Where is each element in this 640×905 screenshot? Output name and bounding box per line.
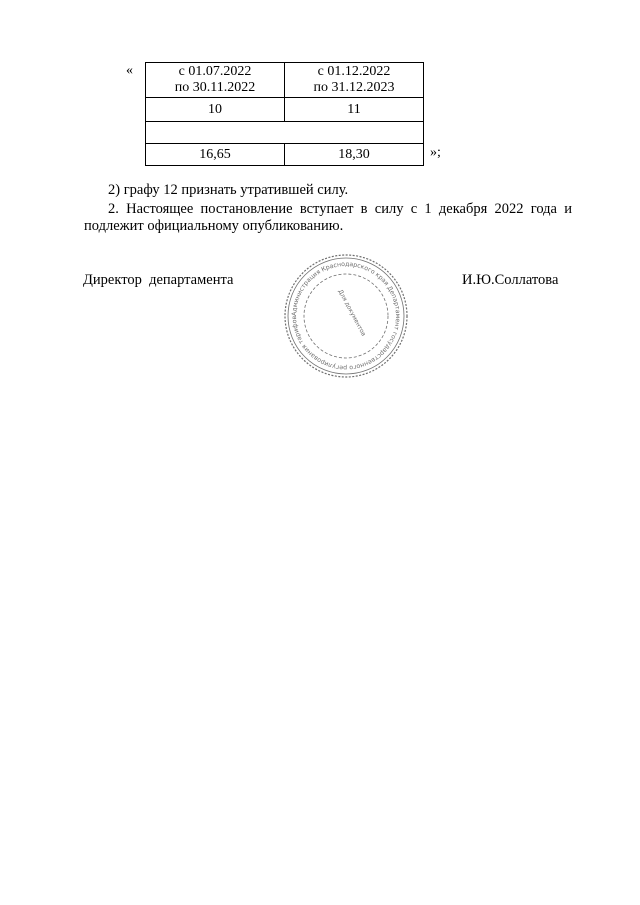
opening-quote: «: [126, 63, 133, 78]
period-cell: [146, 63, 285, 98]
table-row: [146, 144, 424, 166]
period-end: по 30.11.2022: [174, 80, 256, 95]
paragraph-item-2: [84, 182, 572, 199]
stamp-outer-text: Администрация Краснодарского края Департамент государственного регулирования тарифов: [290, 260, 402, 372]
column-number-cell: 10: [146, 98, 285, 122]
paragraph-text: 2) графу 12 признать утратившей силу.: [108, 182, 349, 198]
closing-quote: »;: [430, 145, 441, 160]
stamp-inner-text: Для документов: [336, 288, 368, 338]
tariff-value-cell: 16,65: [146, 144, 285, 166]
tariff-value-cell: 18,30: [285, 144, 424, 166]
tariff-table: [145, 62, 424, 166]
period-cell: [285, 63, 424, 98]
svg-text:Администрация Краснодарского к: [291, 261, 401, 371]
official-stamp: [283, 253, 409, 379]
table-row: [146, 63, 424, 98]
period-start: с 01.07.2022: [178, 64, 252, 79]
column-number-cell: 11: [285, 98, 424, 122]
signatory-name: И.Ю.Соллатова: [462, 272, 559, 288]
signatory-title: Директор департамента: [83, 272, 234, 288]
period-end: по 31.12.2023: [313, 80, 395, 95]
paragraph-text: 2. Настоящее постановление вступает в силу с 1 декабря 2022 года и подлежит официальному опубликованию.: [84, 201, 572, 234]
table-row: [146, 122, 424, 144]
period-start: с 01.12.2022: [317, 64, 391, 79]
paragraph-section-2: [84, 201, 572, 235]
table-row: [146, 98, 424, 122]
empty-cell: [146, 122, 424, 144]
